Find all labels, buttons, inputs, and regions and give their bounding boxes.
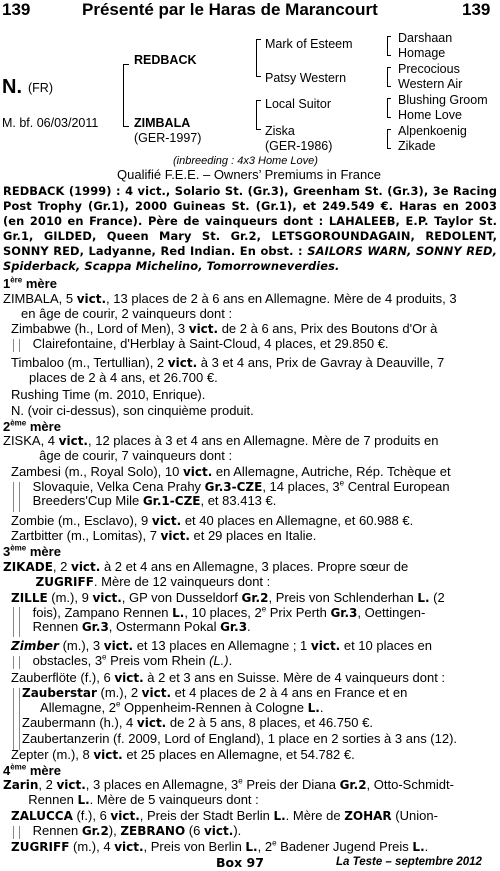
inbreeding-note: (inbreeding : 4x3 Home Love) bbox=[173, 155, 318, 167]
g3-4: Western Air bbox=[398, 77, 463, 91]
produce-zimber: Zimber (m.), 3 vict. et 13 places en Allemagne ; 1 vict. et 10 places en obstacles, 3e Preis vom Rhein (L.). bbox=[11, 638, 433, 668]
produce-zugriff: ZUGRIFF (m.), 4 vict., Preis von Berlin L., 2e Badener Jugend Preis L.. bbox=[11, 838, 429, 854]
box-number: Box 97 bbox=[216, 855, 264, 870]
horse-info: M. bf. 06/03/2011 bbox=[2, 116, 99, 130]
sale-info: La Teste – septembre 2012 bbox=[336, 856, 482, 868]
g3-7: Alpenkoenig bbox=[398, 124, 467, 138]
dam-dam: Ziska bbox=[265, 124, 295, 138]
produce-zartbitter: Zartbitter (m., Lomitas), 7 vict. et 29 places en Italie. bbox=[11, 528, 317, 543]
sire-name: REDBACK bbox=[134, 53, 197, 67]
g3-6: Home Love bbox=[398, 108, 462, 122]
horse-country: (FR) bbox=[28, 81, 53, 95]
dam-dam-origin: (GER-1986) bbox=[265, 139, 333, 153]
section-fourth-dam: 4ème mère bbox=[3, 762, 61, 778]
g3-1: Darshaan bbox=[398, 31, 453, 45]
produce-zepter: Zepter (m.), 8 vict. et 25 places en Allemagne, et 54.782 €. bbox=[11, 747, 355, 762]
section-first-dam: 1ère mère bbox=[3, 275, 57, 291]
section-third-dam: 3ème mère bbox=[3, 543, 61, 559]
produce-zaubertanzerin: Zaubertanzerin (f. 2009, Lord of England), 1 place en 2 sorties à 3 ans (12). bbox=[22, 731, 458, 746]
produce-zimbabwe: Zimbabwe (h., Lord of Men), 3 vict. de 2 à 6 ans, Prix des Boutons d'Or à Clairefontaine, d'Herblay à Saint-Cloud, 4 places, et 29.850 €. bbox=[11, 321, 438, 351]
page-title: Présenté par le Haras de Marancourt bbox=[82, 0, 378, 19]
page-number-left: 139 bbox=[2, 0, 31, 19]
produce-rushing-time: Rushing Time (m. 2010, Enrique). bbox=[11, 387, 206, 402]
g3-8: Zikade bbox=[398, 139, 436, 153]
g3-2: Homage bbox=[398, 46, 446, 60]
fourth-dam-record: Zarin, 2 vict., 3 places en Allemagne, 3e Preis der Diana Gr.2, Otto-Schmidt- Rennen L.. Mère de 5 vainqueurs dont : bbox=[3, 776, 454, 807]
produce-zille: ZILLE (m.), 9 vict., GP von Dusseldorf Gr.2, Preis von Schlenderhan L. (2 fois), Zampano Rennen L., 10 places, 2e Prix Perth Gr.3, Oettingen- Rennen Gr.3, Ostermann Pokal Gr.3. bbox=[11, 590, 445, 635]
horse-name: N. bbox=[2, 76, 22, 98]
second-dam-record: ZISKA, 4 vict., 12 places à 3 et 4 ans en Allemagne. Mère de 7 produits en âge de courir, 7 vainqueurs dont : bbox=[3, 433, 439, 463]
produce-timbaloo: Timbaloo (m., Tertullian), 2 vict. à 3 et 4 ans, Prix de Gavray à Deauville, 7 places de 2 à 4 ans, et 26.700 €. bbox=[11, 355, 445, 385]
produce-n: N. (voir ci-dessus), son cinquième produit. bbox=[11, 403, 254, 418]
produce-zambesi: Zambesi (m., Royal Solo), 10 vict. en Allemagne, Autriche, Rép. Tchèque et Slovaquie, Velka Cena Prahy Gr.3-CZE, 14 places, 3e Central European Breeders'Cup Mile Gr.1-CZE, et 83.413 €. bbox=[11, 464, 451, 509]
sire-sire: Mark of Esteem bbox=[265, 37, 353, 51]
first-dam-record: ZIMBALA, 5 vict., 13 places de 2 à 6 ans en Allemagne. Mère de 4 produits, 3 en âge de courir, 2 vainqueurs dont : bbox=[3, 291, 457, 321]
dam-name: ZIMBALA bbox=[134, 116, 191, 130]
dam-origin: (GER-1997) bbox=[134, 131, 202, 145]
g3-5: Blushing Groom bbox=[398, 93, 488, 107]
produce-zaubermann: Zaubermann (h.), 4 vict. de 2 à 5 ans, 8 places, et 46.750 €. bbox=[22, 715, 373, 730]
dam-sire: Local Suitor bbox=[265, 97, 332, 111]
sire-record-obstacle: SAILORS WARN, SONNY RED, Spiderback, Scappa Michelino, Tomorrowneverdies. bbox=[3, 244, 497, 273]
sire-record bbox=[3, 184, 497, 274]
section-second-dam: 2ème mère bbox=[3, 418, 61, 434]
produce-zombie: Zombie (m., Esclavo), 9 vict. et 40 places en Allemagne, et 60.988 €. bbox=[11, 513, 414, 528]
page-number-right: 139 bbox=[462, 0, 491, 19]
produce-zauberstar: Zauberstar (m.), 2 vict. et 4 places de 2 à 4 ans en France et en Allemagne, 2e Oppenheim-Rennen à Cologne L.. bbox=[22, 685, 408, 715]
g3-3: Precocious bbox=[398, 62, 460, 76]
third-dam-record: ZIKADE, 2 vict. à 2 et 4 ans en Allemagne, 3 places. Propre sœur de ZUGRIFF. Mère de 12 vainqueurs dont : bbox=[3, 559, 409, 589]
sire-record-text: REDBACK (1999) : 4 vict., Solario St. (Gr.3), Greenham St. (Gr.3), 3e Racing Post Trophy (Gr.1), 2000 Guineas St. (Gr.1), et 249.549 €. Haras en 2003 (en 2010 en France). Père de vainqueurs dont : LAHALEEB, E.P. Taylor St. Gr.1, GILDED, Queen Mary St. Gr.2, LETSGOROUNDAGAIN, REDOLENT, SONNY RED, Ladyanne, Red Indian. En obst. : bbox=[3, 184, 497, 258]
produce-zauberflote: Zauberflöte (f.), 6 vict. à 2 et 3 ans en Suisse. Mère de 4 vainqueurs dont : bbox=[11, 670, 446, 685]
sire-dam: Patsy Western bbox=[265, 71, 347, 85]
produce-zalucca: ZALUCCA (f.), 6 vict., Preis der Stadt Berlin L.. Mère de ZOHAR (Union- Rennen Gr.2), ZEBRANO (6 vict.). bbox=[11, 808, 438, 838]
qualification-note: Qualifié F.E.E. – Owners’ Premiums in France bbox=[117, 167, 381, 182]
